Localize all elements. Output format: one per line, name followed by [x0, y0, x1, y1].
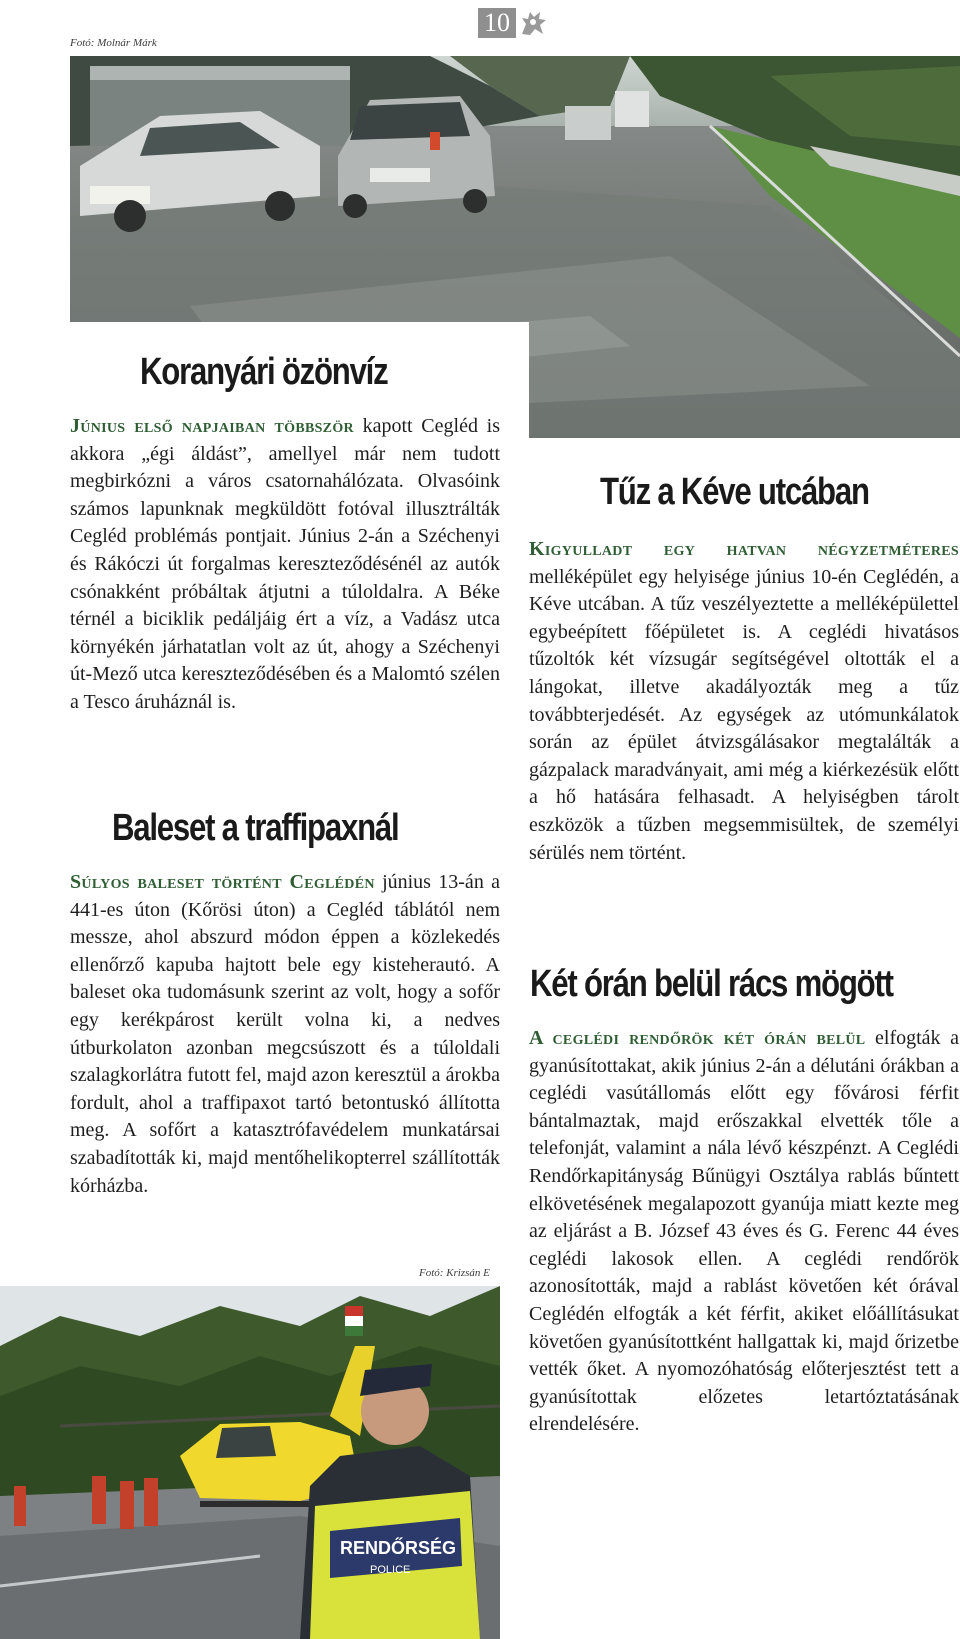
article-fire-text: melléképület egy helyisége június 10-én Ceglédén, a Kéve utcában. A tűz veszélyeztette a melléképülettel egybeépített főépületet is. A ceglédi hivatásos tűzoltók két vízsugár segítségével oltották el a lángokat, illetve akadályozták meg a tűz továbbterjedését. Az egységek az utómunkálatok során az épület átvizsgálásakor megtalálták a gázpalack maradványait, ami még a kiérkezésük előtt a hő hatására felhasadt. A helyiségben tárolt eszközök a tűzben megsemmisültek, de személyi sérülés nem történt.: [529, 565, 959, 864]
article-accident-body: [70, 869, 500, 1200]
headline-arrest: Két órán belül rács mögött: [530, 963, 893, 1005]
article-accident-lead: Súlyos baleset történt Ceglédén: [70, 871, 375, 893]
article-flood-body: [70, 413, 500, 717]
headline-fire: Tűz a Kéve utcában: [600, 471, 869, 513]
article-fire-lead: Kigyulladt egy hatvan négyzetméteres: [529, 538, 959, 560]
photo-credit-top: Fotó: Molnár Márk: [70, 37, 157, 49]
photo-credit-bottom: Fotó: Krizsán E: [419, 1267, 490, 1279]
article-arrest-body: [529, 1025, 959, 1439]
article-flood-text: kapott Cegléd is akkora „égi áldást”, amellyel már nem tudott megbirkózni a város csatornahálózata. Olvasóink számos lapunknak megküldött fotóval illusztrálták Cegléd problémás pontjait. Június 2-án a Széchenyi és Rákóczi út forgalmas kereszteződésénél az autók csónakként próbáltak átjutni a túloldalra. A Béke térnél a biciklik pedáljáig ért a víz, a Vadász utca környékén járhatatlan volt az út, ahogy a Széchenyi út-Mező utca kereszteződésében és a Malomtó szélen a Tesco áruháznál is.: [70, 415, 500, 713]
article-flood-lead: Június első napjaiban többször: [70, 415, 354, 437]
article-arrest-lead: A ceglédi rendőrök két órán belül: [529, 1027, 866, 1049]
crash-photo: [0, 1286, 500, 1639]
headline-accident: Baleset a traffipaxnál: [112, 807, 399, 849]
article-arrest-text: elfogták a gyanúsítottakat, akik június 2-án a délutáni órákban a ceglédi vasútállomás előtt egy fővárosi férfit bántalmaztak, majd erőszakkal elvették tőle a telefonját, valamint a nála lévő készpénzt. A Ceglédi Rendőrkapitányság Bűnügyi Osztálya rablás bűntett elkövetésének megalapozott gyanúja miatt kezte meg az eljárást a B. József 43 éves és G. Ferenc 44 éves ceglédi lakosok ellen. A ceglédi rendőrök azonosították, majd a rablást követően két órával Ceglédén elfogták a két férfit, akiket előállításukat követően gyanúsítottként hallgattak ki, majd őrizetbe vették őket. A nyomozóhatóság előterjesztést tett a gyanúsítottak előzetes letartóztatásának elrendelésére.: [529, 1027, 959, 1436]
police-vest-sublabel: POLICE: [370, 1564, 411, 1576]
page-number: 10: [478, 8, 516, 38]
headline-flood: Koranyári özönvíz: [140, 351, 388, 393]
article-accident-text: június 13-án a 441-es úton (Kőrösi úton) a Cegléd táblától nem messze, ahol abszurd módon éppen a közlekedés ellenőrző kapuba hajtott bele egy kisteherautó. A baleset oka tudomásunk szerint az volt, hogy a sofőr egy kerékpárost került volna ki, a nedves útburkolaton azonban megcsúszott és a túloldali szalagkorlátra futott fel, majd azon keresztül a árokba fordult, ahol a traffipaxot tartó betontuskó állította meg. A sofőrt a katasztrófavédelem munkatársai szabadították ki, majd mentőhelikopterrel szállították kórházba.: [70, 871, 500, 1197]
griffin-logo-icon: [516, 6, 550, 40]
article-fire-body: [529, 536, 959, 867]
police-vest-label: RENDŐRSÉG: [340, 1538, 457, 1558]
